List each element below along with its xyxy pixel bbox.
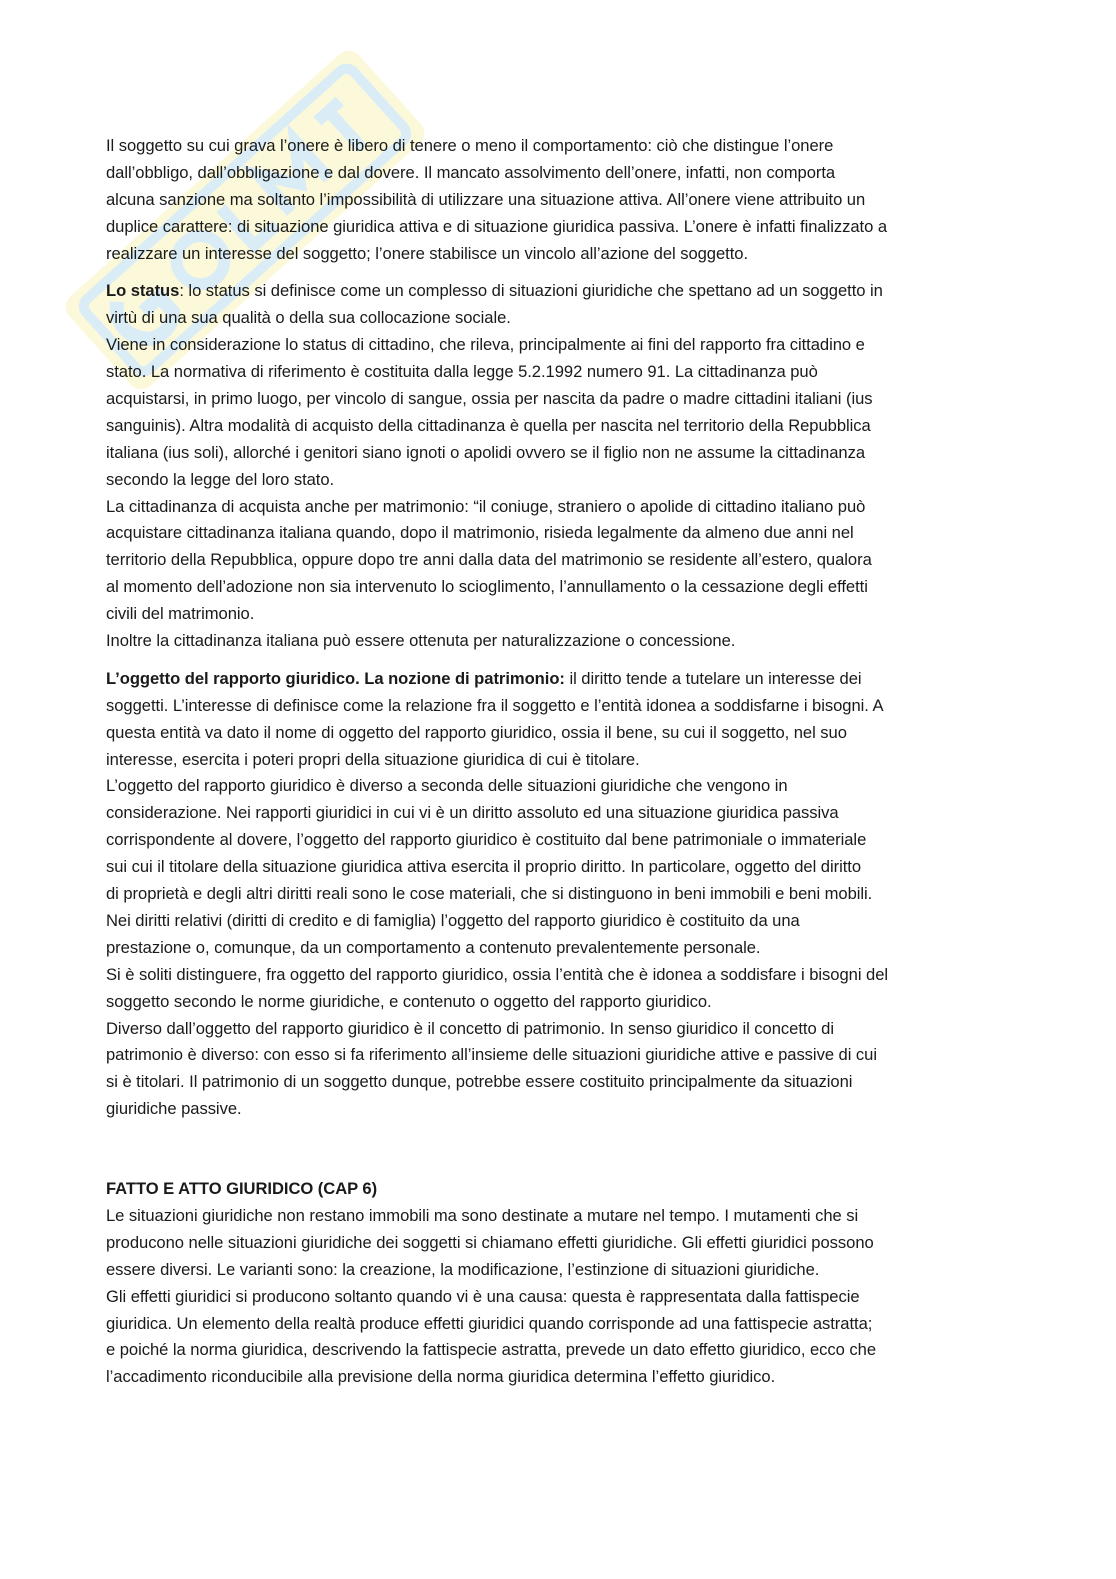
text-run: alcuna sanzione ma soltanto l’impossibilità di utilizzare una situazione attiva. All’onere viene attribuito un bbox=[106, 189, 866, 209]
text-line bbox=[106, 1042, 1006, 1069]
text-run: Viene in considerazione lo status di cittadino, che rileva, principalmente ai fini del rapporto fra cittadino e bbox=[106, 335, 865, 355]
text-run: Le situazioni giuridiche non restano immobili ma sono destinate a mutare nel tempo. I mutamenti che si bbox=[106, 1205, 859, 1225]
text-run: Si è soliti distinguere, fra oggetto del rapporto giuridico, ossia l’entità che è idonea a soddisfare i bisogni del bbox=[106, 964, 889, 984]
text-line bbox=[106, 574, 1006, 601]
text-line bbox=[106, 1337, 1006, 1364]
text-run: dall’obbligo, dall’obbligazione e dal dovere. Il mancato assolvimento dell’onere, infatti, non comporta bbox=[106, 162, 836, 182]
text-run: sanguinis). Altra modalità di acquisto della cittadinanza è quella per nascita nel territorio della Repubblica bbox=[106, 415, 871, 435]
text-run: Gli effetti giuridici si producono soltanto quando vi è una causa: questa è rappresentata dalla fattispecie bbox=[106, 1286, 860, 1306]
text-line bbox=[106, 332, 1006, 359]
text-line bbox=[106, 440, 1006, 467]
text-line bbox=[106, 1230, 1006, 1257]
bold-text-run: Lo status bbox=[106, 281, 180, 301]
text-line bbox=[106, 908, 1006, 935]
text-run: patrimonio è diverso: con esso si fa riferimento all’insieme delle situazioni giuridiche attive e passive di cui bbox=[106, 1045, 877, 1065]
text-line bbox=[106, 467, 1006, 494]
text-run: considerazione. Nei rapporti giuridici in cui vi è un diritto assoluto ed una situazione giuridica passiva bbox=[106, 803, 839, 823]
text-run: di proprietà e degli altri diritti reali sono le cose materiali, che si distinguono in beni immobili e beni mobili. bbox=[106, 884, 873, 904]
text-line bbox=[106, 160, 1006, 187]
text-line bbox=[106, 278, 1006, 305]
text-run: essere diversi. Le varianti sono: la creazione, la modificazione, l’estinzione di situazioni giuridiche. bbox=[106, 1259, 820, 1279]
text-run: l’accadimento riconducibile alla previsione della norma giuridica determina l’effetto giuridico. bbox=[106, 1367, 776, 1387]
text-run: civili del matrimonio. bbox=[106, 604, 255, 624]
paragraph-oggetto bbox=[106, 666, 1006, 1123]
document-page bbox=[106, 133, 1006, 1391]
text-run: La cittadinanza di acquista anche per matrimonio: “il coniuge, straniero o apolide di cittadino italiano può bbox=[106, 496, 866, 516]
text-run: italiana (ius soli), allorché i genitori siano ignoti o apolidi ovvero se il figlio non ne assume la cittadinanza bbox=[106, 442, 866, 462]
text-line bbox=[106, 413, 1006, 440]
section-heading: FATTO E ATTO GIURIDICO (CAP 6) bbox=[106, 1179, 378, 1199]
text-run: giuridica. Un elemento della realtà produce effetti giuridici quando corrisponde ad una fattispecie astratta; bbox=[106, 1313, 873, 1333]
text-run: questa entità va dato il nome di oggetto del rapporto giuridico, ossia il bene, su cui il soggetto, nel suo bbox=[106, 722, 847, 742]
text-run: L’oggetto del rapporto giuridico è diverso a seconda delle situazioni giuridiche che vengono in bbox=[106, 776, 788, 796]
text-run: : lo status si definisce come un complesso di situazioni giuridiche che spettano ad un soggetto in bbox=[179, 281, 883, 301]
text-line bbox=[106, 989, 1006, 1016]
text-line bbox=[106, 854, 1006, 881]
text-run: acquistare cittadinanza italiana quando, dopo il matrimonio, risieda legalmente da almeno due anni nel bbox=[106, 523, 854, 543]
text-run: stato. La normativa di riferimento è costituita dalla legge 5.2.1992 numero 91. La cittadinanza può bbox=[106, 362, 818, 382]
text-line bbox=[106, 1016, 1006, 1043]
text-line bbox=[106, 520, 1006, 547]
text-line bbox=[106, 962, 1006, 989]
text-line bbox=[106, 1069, 1006, 1096]
text-line bbox=[106, 1284, 1006, 1311]
paragraph-onere bbox=[106, 133, 1006, 267]
text-run: Nei diritti relativi (diritti di credito e di famiglia) l’oggetto del rapporto giuridico è costituito da una bbox=[106, 910, 800, 930]
text-line bbox=[106, 601, 1006, 628]
text-run: giuridiche passive. bbox=[106, 1099, 242, 1119]
text-line bbox=[106, 547, 1006, 574]
text-run: producono nelle situazioni giuridiche dei soggetti si chiamano effetti giuridiche. Gli effetti giuridici possono bbox=[106, 1232, 874, 1252]
text-run: prestazione o, comunque, da un comportamento a contenuto prevalentemente personale. bbox=[106, 937, 761, 957]
text-run: il diritto tende a tutelare un interesse dei bbox=[564, 668, 862, 688]
text-run: virtù di una sua qualità o della sua collocazione sociale. bbox=[106, 308, 511, 328]
text-line bbox=[106, 187, 1006, 214]
text-line bbox=[106, 214, 1006, 241]
text-line bbox=[106, 628, 1006, 655]
text-run: al momento dell’adozione non sia intervenuto lo scioglimento, l’annullamento o la cessazione degli effetti bbox=[106, 577, 868, 597]
text-line bbox=[106, 935, 1006, 962]
text-line bbox=[106, 827, 1006, 854]
section-spacer bbox=[106, 1134, 1006, 1176]
text-run: interesse, esercita i poteri propri della situazione giuridica di cui è titolare. bbox=[106, 749, 640, 769]
text-line bbox=[106, 720, 1006, 747]
text-line bbox=[106, 359, 1006, 386]
text-line bbox=[106, 747, 1006, 774]
text-run: Il soggetto su cui grava l’onere è libero di tenere o meno il comportamento: ciò che distingue l’onere bbox=[106, 136, 834, 155]
text-line bbox=[106, 1203, 1006, 1230]
text-line bbox=[106, 693, 1006, 720]
text-line bbox=[106, 1311, 1006, 1338]
paragraph-status bbox=[106, 278, 1006, 654]
text-run: e poiché la norma giuridica, descrivendo la fattispecie astratta, prevede un dato effetto giuridico, ecco che bbox=[106, 1340, 877, 1360]
text-line bbox=[106, 241, 1006, 268]
text-run: territorio della Repubblica, oppure dopo tre anni dalla data del matrimonio se residente all’estero, qualora bbox=[106, 550, 872, 570]
text-run: Diverso dall’oggetto del rapporto giuridico è il concetto di patrimonio. In senso giuridico il concetto di bbox=[106, 1018, 834, 1038]
text-run: realizzare un interesse del soggetto; l’onere stabilisce un vincolo all’azione del soggetto. bbox=[106, 243, 749, 263]
document-body bbox=[106, 133, 1006, 1123]
text-line bbox=[106, 1257, 1006, 1284]
text-run: soggetti. L’interesse di definisce come la relazione fra il soggetto e l’entità idonea a soddisfarne i bisogni. A bbox=[106, 695, 884, 715]
text-line bbox=[106, 494, 1006, 521]
text-run: Inoltre la cittadinanza italiana può essere ottenuta per naturalizzazione o concessione. bbox=[106, 631, 736, 651]
text-line bbox=[106, 133, 1006, 160]
text-line bbox=[106, 1364, 1006, 1391]
text-run: secondo la legge del loro stato. bbox=[106, 469, 335, 489]
text-run: sui cui il titolare della situazione giuridica attiva esercita il proprio diritto. In particolare, oggetto del diritto bbox=[106, 857, 862, 877]
text-line bbox=[106, 773, 1006, 800]
text-line bbox=[106, 800, 1006, 827]
text-run: soggetto secondo le norme giuridiche, e contenuto o oggetto del rapporto giuridico. bbox=[106, 991, 712, 1011]
bold-text-run: L’oggetto del rapporto giuridico. La nozione di patrimonio: bbox=[106, 668, 565, 688]
text-run: duplice carattere: di situazione giuridica attiva e di situazione giuridica passiva. L’onere è infatti finalizzato a bbox=[106, 216, 888, 236]
text-line bbox=[106, 386, 1006, 413]
text-line bbox=[106, 1096, 1006, 1123]
text-run: acquistarsi, in primo luogo, per vincolo di sangue, ossia per nascita da padre o madre cittadini italiani (ius bbox=[106, 389, 873, 409]
text-line bbox=[106, 305, 1006, 332]
section-body bbox=[106, 1203, 1006, 1391]
text-run: si è titolari. Il patrimonio di un soggetto dunque, potrebbe essere costituito principalmente da situazioni bbox=[106, 1072, 853, 1092]
text-line bbox=[106, 881, 1006, 908]
text-run: corrispondente al dovere, l’oggetto del rapporto giuridico è costituito dal bene patrimoniale o immateriale bbox=[106, 830, 867, 850]
text-line bbox=[106, 666, 1006, 693]
